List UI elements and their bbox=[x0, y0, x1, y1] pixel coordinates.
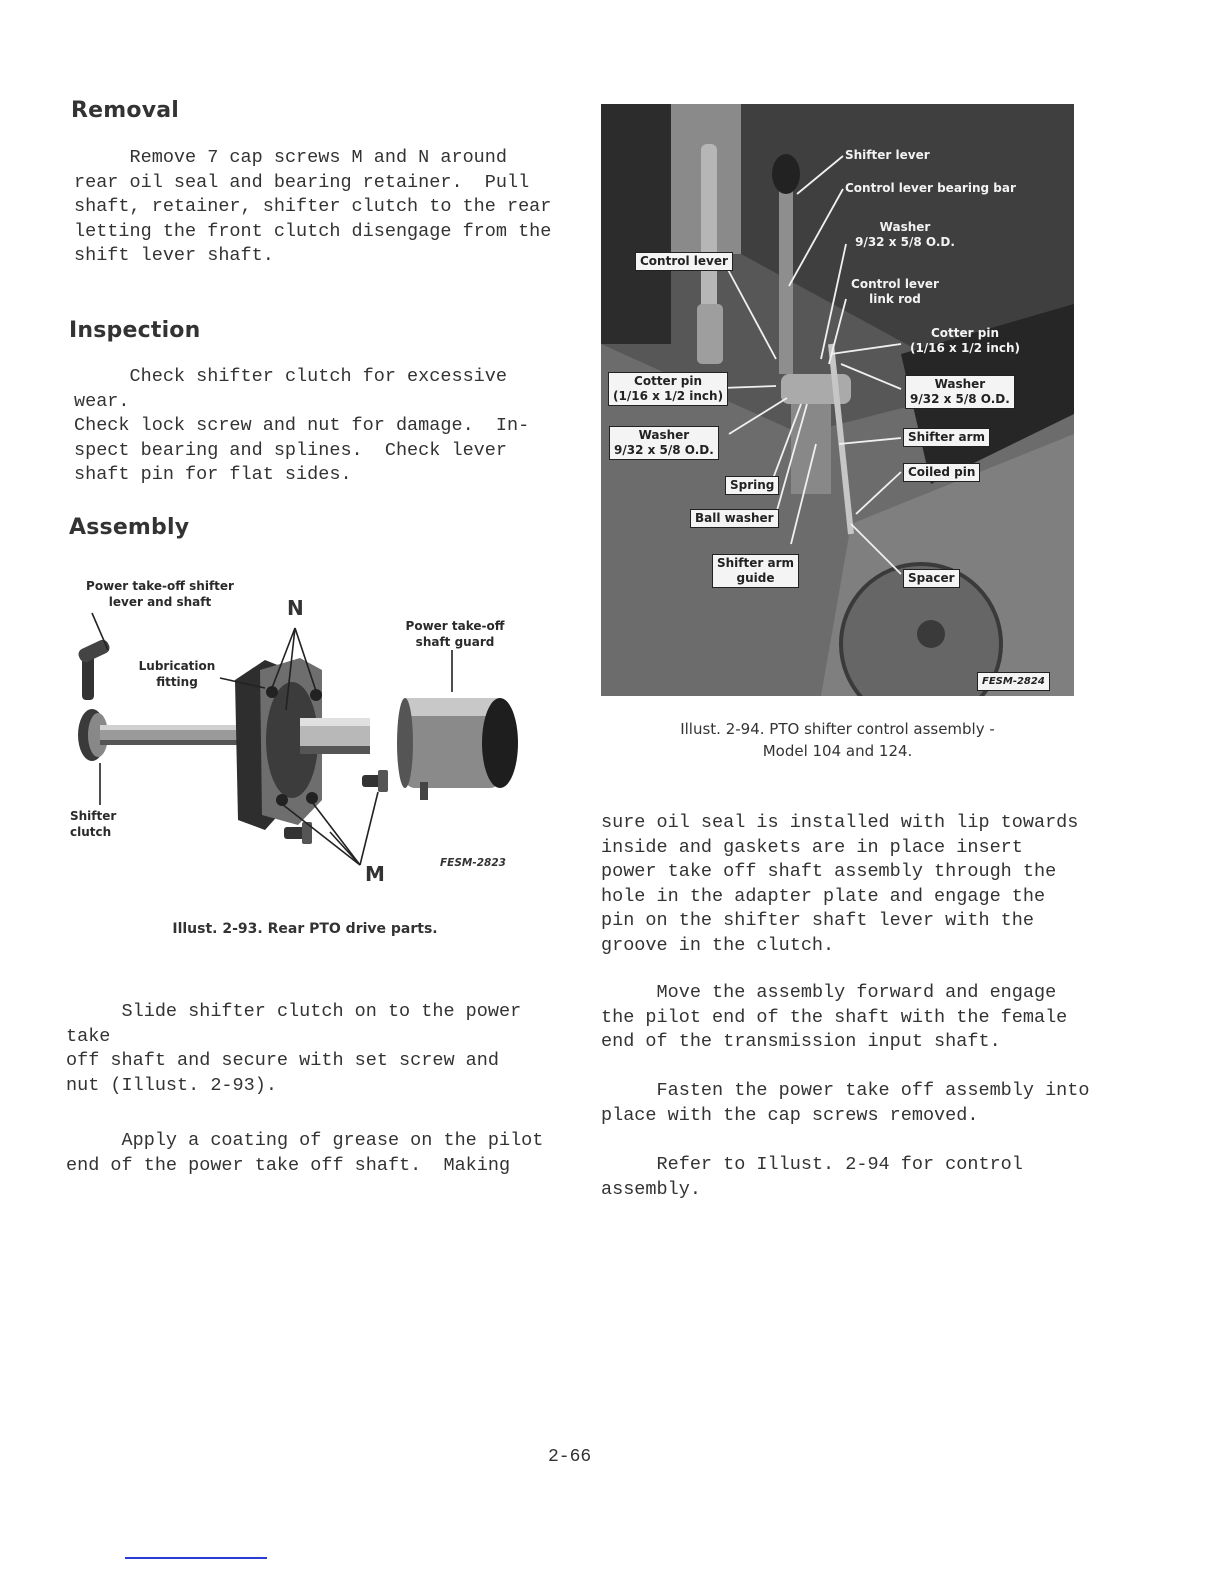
label-control-lever-bearing-bar: Control lever bearing bar bbox=[845, 181, 1016, 195]
label-washer-right: Washer 9/32 x 5/8 O.D. bbox=[905, 375, 1015, 409]
label-washer-left: Washer 9/32 x 5/8 O.D. bbox=[609, 426, 719, 460]
move-paragraph: Move the assembly forward and engage the pilot end of the shaft with the female end of the transmission input shaft. bbox=[601, 982, 1068, 1052]
label-cotter-pin-left: Cotter pin (1/16 x 1/2 inch) bbox=[608, 372, 728, 406]
label-coiled-pin: Coiled pin bbox=[903, 463, 980, 482]
figure-code-2824: FESM-2824 bbox=[977, 672, 1050, 691]
label-n: N bbox=[287, 596, 304, 620]
label-control-lever-link-rod: Control lever link rod bbox=[851, 277, 939, 306]
label-pto-lever: Power take-off shifter lever and shaft bbox=[86, 579, 234, 609]
figure-caption-2-94: Illust. 2-94. PTO shifter control assembly - Model 104 and 124. bbox=[680, 720, 995, 760]
bearing-retainer-part bbox=[235, 658, 370, 830]
label-shifter-clutch: Shifter clutch bbox=[70, 809, 117, 839]
label-washer-top: Washer 9/32 x 5/8 O.D. bbox=[855, 220, 955, 249]
label-shifter-arm-guide: Shifter arm guide bbox=[712, 554, 799, 588]
pto-shifter-control-photo bbox=[601, 104, 1074, 696]
label-ball-washer: Ball washer bbox=[690, 509, 779, 528]
removal-text: Remove 7 cap screws M and N around rear oil seal and bearing retainer. Pull shaft, retainer, shifter clutch to the rear letting the front clutch disengage from the shift lever shaft. bbox=[74, 147, 552, 266]
inspection-text: Check shifter clutch for excessive wear. Check lock screw and nut for damage. In- spect bearing and splines. Check lever shaft pin for flat sides. bbox=[74, 366, 530, 485]
page-number: 2-66 bbox=[548, 1447, 592, 1467]
label-shifter-arm: Shifter arm bbox=[903, 428, 990, 447]
apply-paragraph: Apply a coating of grease on the pilot end of the power take off shaft. Making bbox=[66, 1130, 544, 1176]
assembly-heading: Assembly bbox=[69, 515, 190, 540]
shaft-guard-part bbox=[397, 698, 518, 800]
label-m: M bbox=[365, 862, 385, 886]
sure-paragraph: sure oil seal is installed with lip towards inside and gaskets are in place insert power take off shaft assembly through the hole in the adapter plate and engage the pin on the shifter shaft lever with the groove in the clutch. bbox=[601, 812, 1079, 956]
refer-paragraph: Refer to Illust. 2-94 for control assembly. bbox=[601, 1154, 1034, 1200]
footer-rule bbox=[125, 1557, 267, 1559]
inspection-heading: Inspection bbox=[69, 318, 201, 343]
slide-paragraph: Slide shifter clutch on to the power take off shaft and secure with set screw and nut (Illust. 2-93). bbox=[66, 1001, 522, 1096]
figure-code-2823: FESM-2823 bbox=[440, 857, 506, 869]
pto-drive-parts-illustration bbox=[60, 570, 540, 890]
label-lube-fitting: Lubrication fitting bbox=[138, 659, 216, 689]
figure-caption-2-93: Illust. 2-93. Rear PTO drive parts. bbox=[172, 921, 438, 937]
removal-heading: Removal bbox=[71, 98, 180, 123]
label-control-lever: Control lever bbox=[635, 252, 733, 271]
label-cotter-pin-right: Cotter pin (1/16 x 1/2 inch) bbox=[909, 326, 1021, 355]
fasten-paragraph: Fasten the power take off assembly into place with the cap screws removed. bbox=[601, 1080, 1090, 1126]
label-shifter-lever: Shifter lever bbox=[845, 148, 930, 162]
label-spring: Spring bbox=[725, 476, 779, 495]
shaft-part bbox=[78, 709, 250, 761]
label-guard: Power take-off shaft guard bbox=[405, 619, 505, 649]
label-spacer: Spacer bbox=[903, 569, 960, 588]
